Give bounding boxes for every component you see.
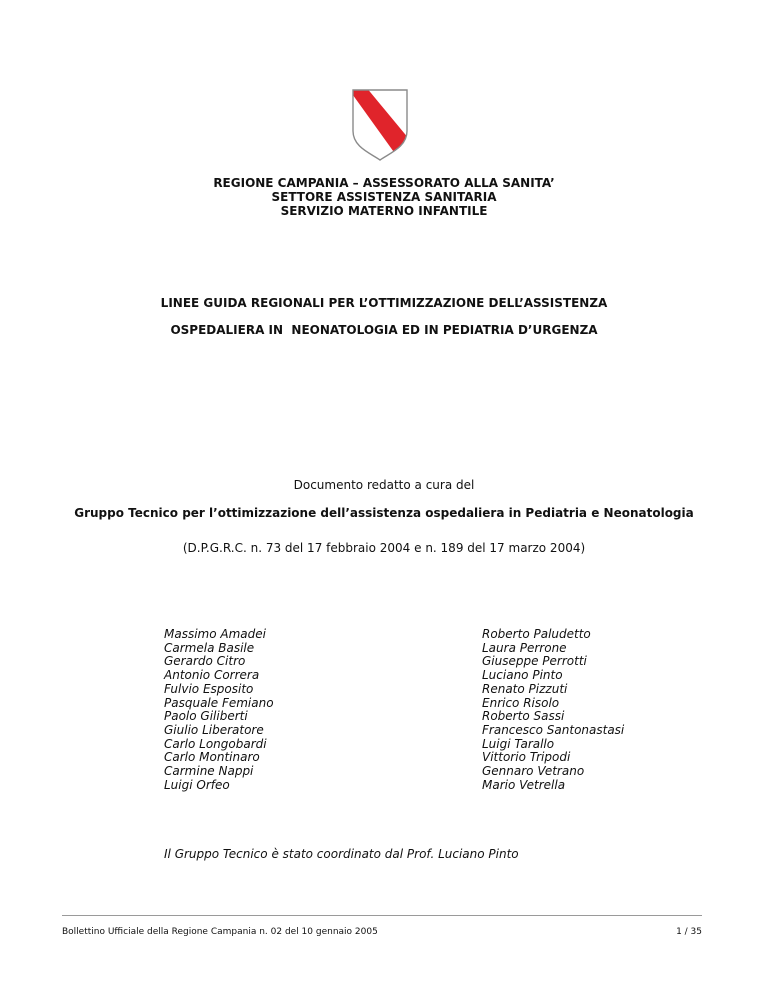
member-name: Renato Pizzuti [482,681,568,696]
member-name: Roberto Paludetto [482,627,591,641]
campania-coat-of-arms-icon [350,87,410,162]
member-name: Vittorio Tripodi [482,750,571,765]
header-line-2: SETTORE ASSISTENZA SANITARIA [271,190,497,204]
page-number: 1 / 35 [676,927,702,937]
member-name: Gerardo Citro [164,654,246,669]
institution-header [0,176,768,218]
member-name: Mario Vetrella [482,777,566,792]
member-name: Massimo Amadei [164,627,266,641]
member-name: Carlo Longobardi [164,736,267,751]
prepared-by-text: Documento redatto a cura del [293,478,475,492]
member-name: Paolo Giliberti [164,709,248,724]
member-name: Carmine Nappi [164,764,254,779]
coordinator-note: Il Gruppo Tecnico è stato coordinato dal Prof. Luciano Pinto [164,847,519,861]
member-name: Fulvio Esposito [164,681,254,696]
member-name: Francesco Santonastasi [482,722,625,737]
member-name: Luciano Pinto [482,668,563,683]
member-name: Laura Perrone [482,640,567,655]
header-line-1: REGIONE CAMPANIA – ASSESSORATO ALLA SANITA’ [213,176,555,190]
members-list-right [482,628,624,792]
footer-source: Bollettino Ufficiale della Regione Campania n. 02 del 10 gennaio 2005 [62,927,378,937]
member-name: Enrico Risolo [482,695,560,710]
member-name: Pasquale Femiano [164,695,274,710]
header-line-3: SERVIZIO MATERNO INFANTILE [280,204,488,218]
member-name: Giulio Liberatore [164,722,264,737]
document-title-line-2: OSPEDALIERA IN NEONATOLOGIA ED IN PEDIATRIA D’URGENZA [170,323,598,337]
members-list-left [164,628,274,792]
member-name: Giuseppe Perrotti [482,654,587,669]
member-name: Roberto Sassi [482,709,565,724]
document-title-line-1: LINEE GUIDA REGIONALI PER L’OTTIMIZZAZIONE DELL’ASSISTENZA [160,296,608,310]
member-name: Luigi Tarallo [482,736,555,751]
decree-reference: (D.P.G.R.C. n. 73 del 17 febbraio 2004 e n. 189 del 17 marzo 2004) [182,541,586,555]
member-name: Antonio Correra [164,668,260,683]
member-name: Carmela Basile [164,640,255,655]
member-name: Luigi Orfeo [164,777,230,792]
footer-divider [62,915,702,916]
member-name: Carlo Montinaro [164,750,260,765]
technical-group-name: Gruppo Tecnico per l’ottimizzazione dell’assistenza ospedaliera in Pediatria e Neonatologia [74,506,694,520]
member-name: Gennaro Vetrano [482,764,585,779]
